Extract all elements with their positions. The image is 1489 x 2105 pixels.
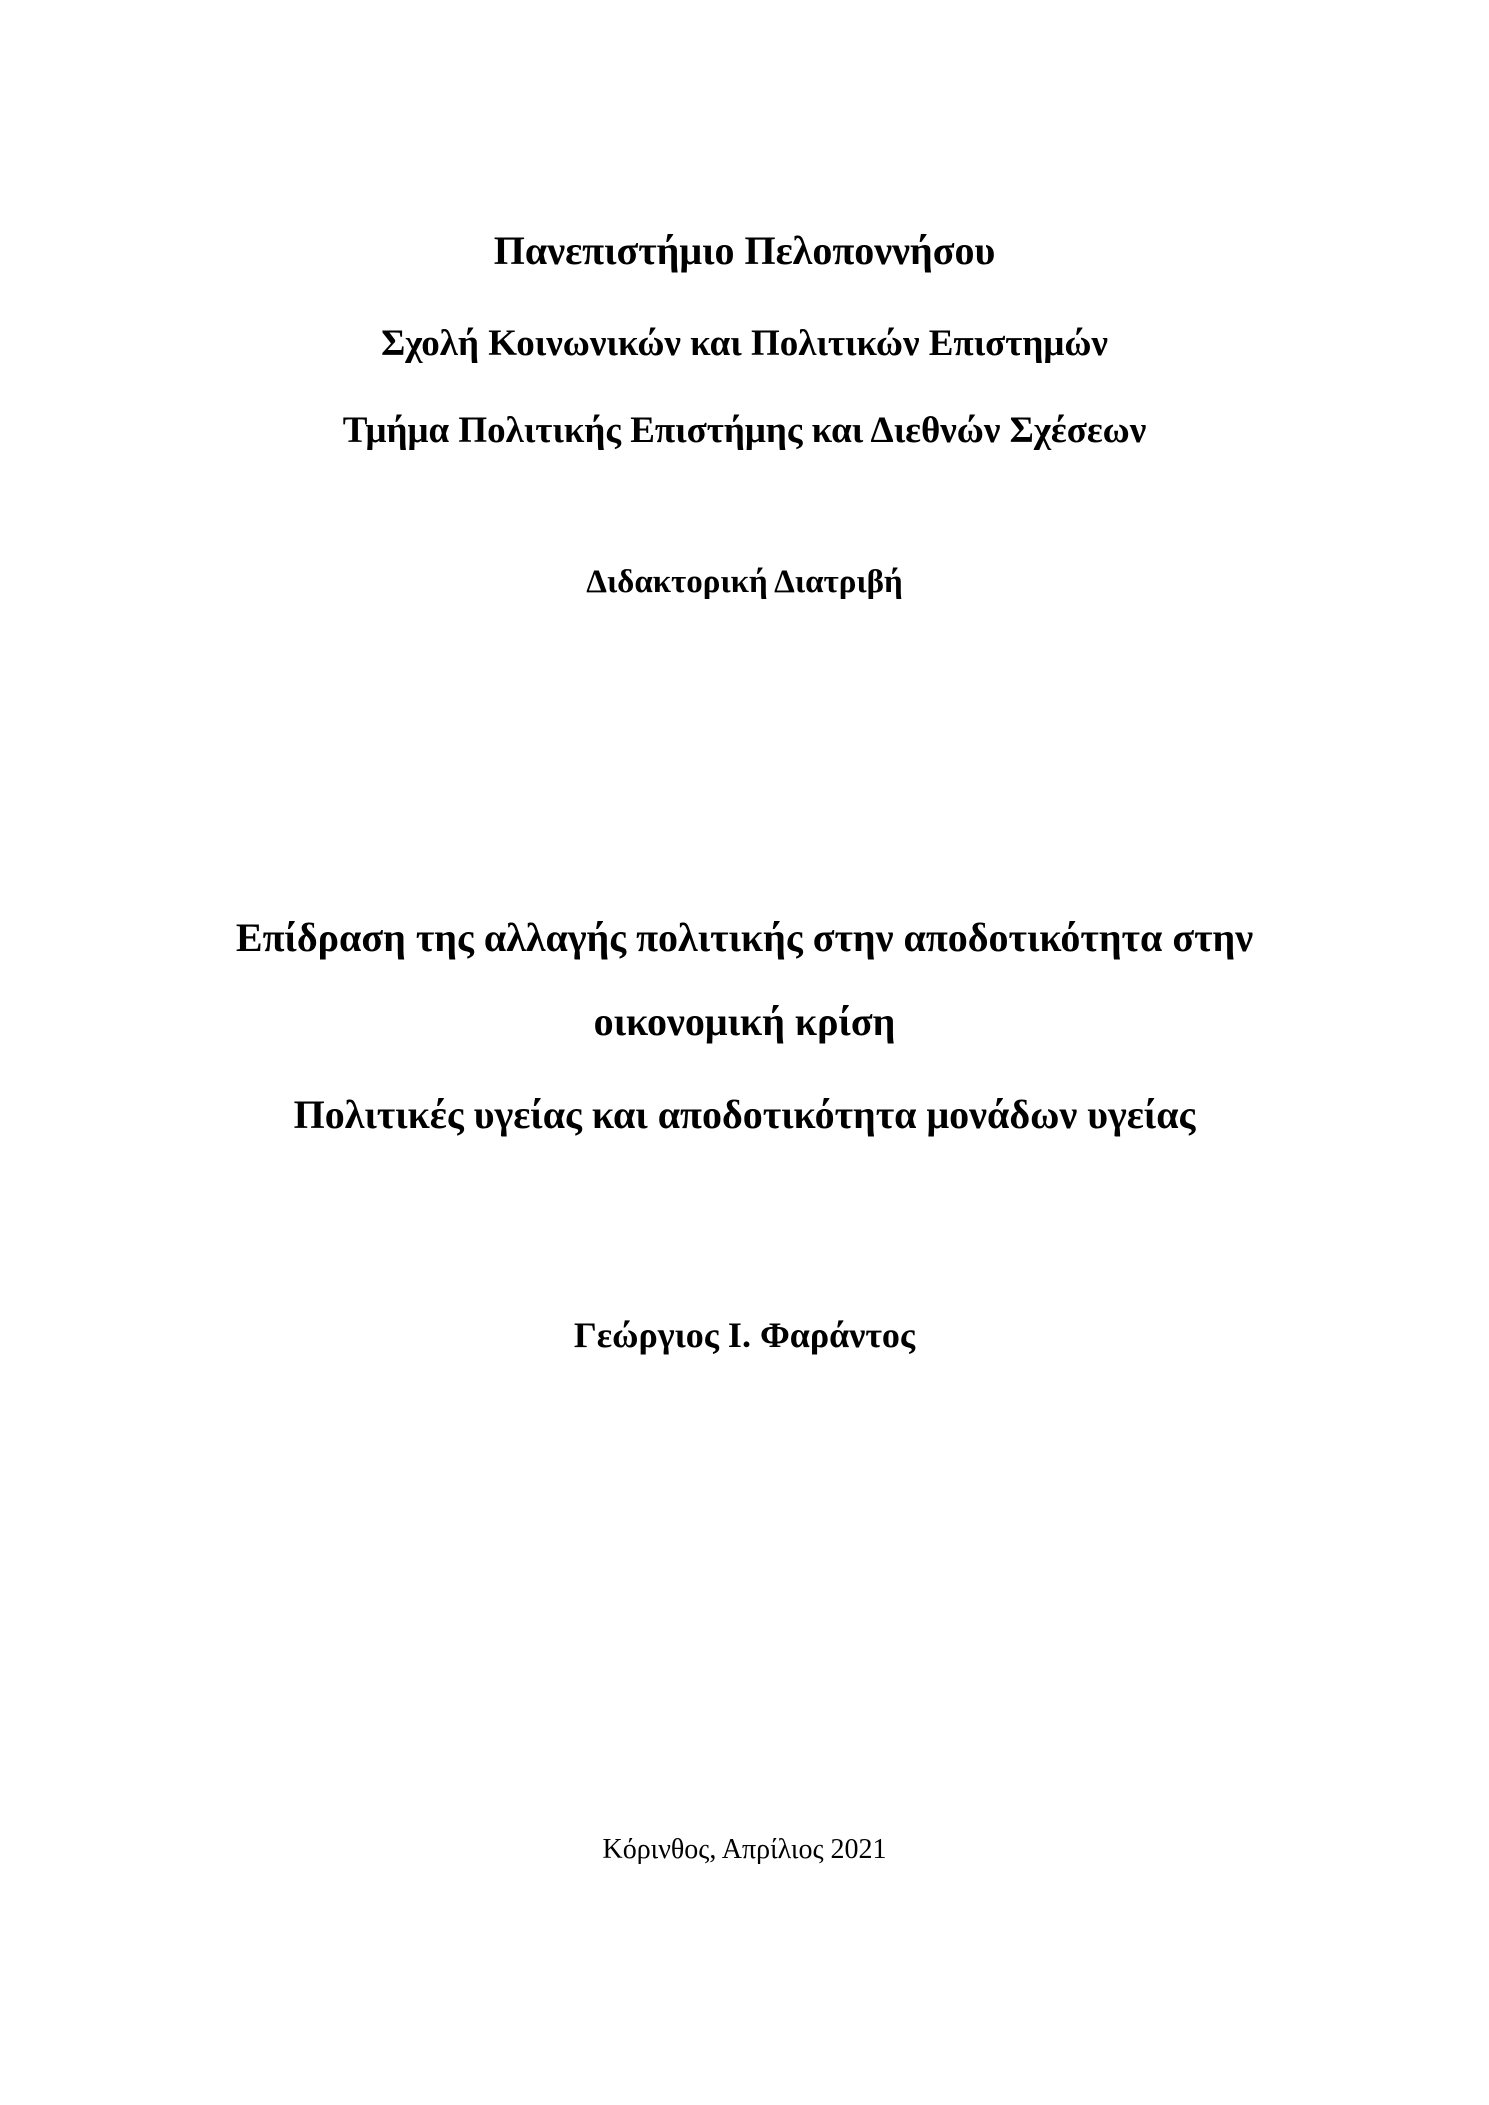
thesis-subtitle: Πολιτικές υγείας και αποδοτικότητα μονάδων υγείας (293, 1092, 1196, 1137)
department-name: Τμήμα Πολιτικής Επιστήμης και Διεθνών Σχέσεων (342, 410, 1147, 451)
school-name: Σχολή Κοινωνικών και Πολιτικών Επιστημών (381, 323, 1108, 364)
place-and-date: Κόρινθος, Απρίλιος 2021 (602, 1834, 887, 1865)
thesis-title-line-1: Επίδραση της αλλαγής πολιτικής στην αποδοτικότητα στην (235, 915, 1254, 960)
university-name: Πανεπιστήμιο Πελοποννήσου (493, 228, 996, 273)
thesis-title-line-2: οικονομική κρίση (593, 999, 896, 1044)
author-name: Γεώργιος Ι. Φαράντος (573, 1315, 916, 1355)
document-type: Διδακτορική Διατριβή (586, 564, 903, 600)
